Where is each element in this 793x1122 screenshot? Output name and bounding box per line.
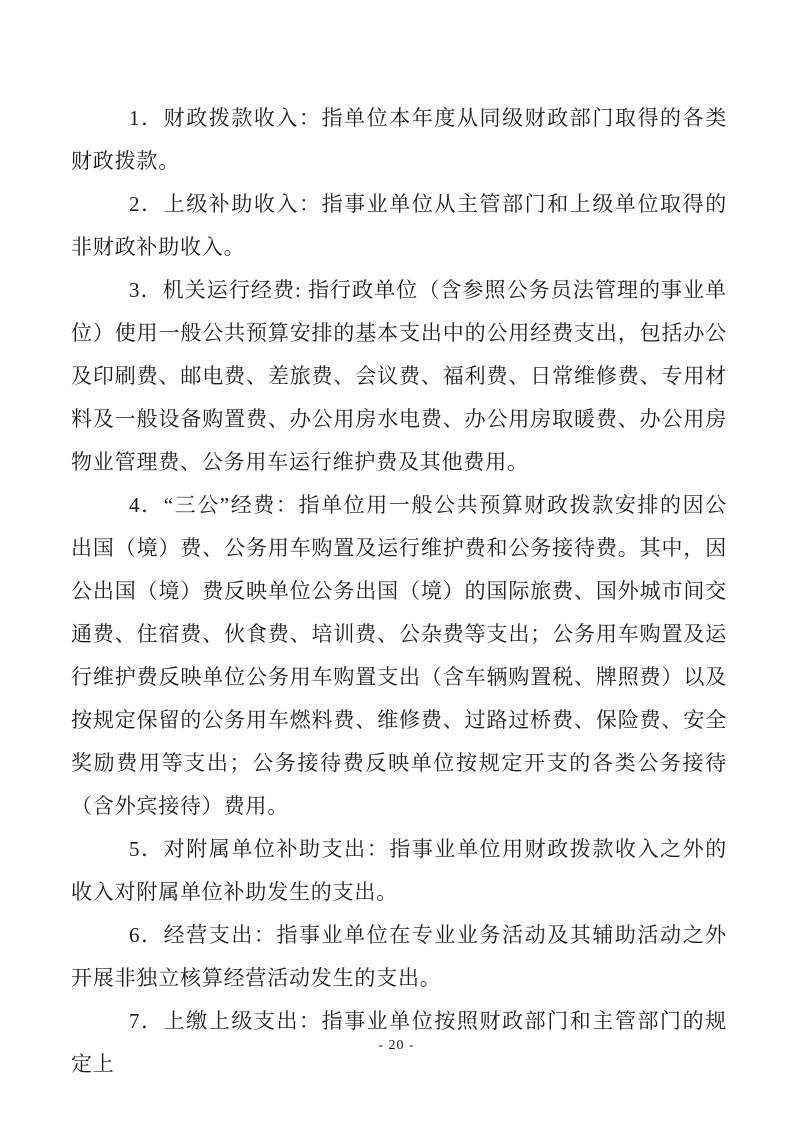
paragraph-5-fushu-danwei-buzhu-zhichu: 5．对附属单位补助支出：指事业单位用财政拨款收入之外的收入对附属单位补助发生的支出。 [71,837,727,904]
paragraph-1-caizheng-bokuan-shouru: 1．财政拨款收入：指单位本年度从同级财政部门取得的各类财政拨款。 [71,106,727,173]
paragraph-2-shangji-buzhu-shouru: 2．上级补助收入：指事业单位从主管部门和上级单位取得的非财政补助收入。 [71,192,727,259]
document-body [71,97,727,1086]
paragraph-6-jingying-zhichu: 6．经营支出：指事业单位在专业业务活动及其辅助活动之外开展非独立核算经营活动发生的支出。 [71,923,727,990]
page-number: - 20 - [378,1038,415,1053]
paragraph-3-jiguan-yunxing-jingfei: 3．机关运行经费: 指行政单位（含参照公务员法管理的事业单位）使用一般公共预算安排的基本支出中的公用经费支出，包括办公及印刷费、邮电费、差旅费、会议费、福利费、日常维修费、专用材料及一般设备购置费、办公用房水电费、办公用房取暖费、办公用房物业管理费、公务用车运行维护费及其他费用。 [71,278,727,474]
paragraph-4-sangong-jingfei: 4．“三公”经费：指单位用一般公共预算财政拨款安排的因公出国（境）费、公务用车购置及运行维护费和公务接待费。其中，因公出国（境）费反映单位公务出国（境）的国际旅费、国外城市间交通费、住宿费、伙食费、培训费、公杂费等支出；公务用车购置及运行维护费反映单位公务用车购置支出（含车辆购置税、牌照费）以及按规定保留的公务用车燃料费、维修费、过路过桥费、保险费、安全奖励费用等支出；公务接待费反映单位按规定开支的各类公务接待（含外宾接待）费用。 [71,493,727,818]
paragraph-7-shangjiao-shangji-zhichu: 7．上缴上级支出：指事业单位按照财政部门和主管部门的规定上 [71,1009,727,1076]
